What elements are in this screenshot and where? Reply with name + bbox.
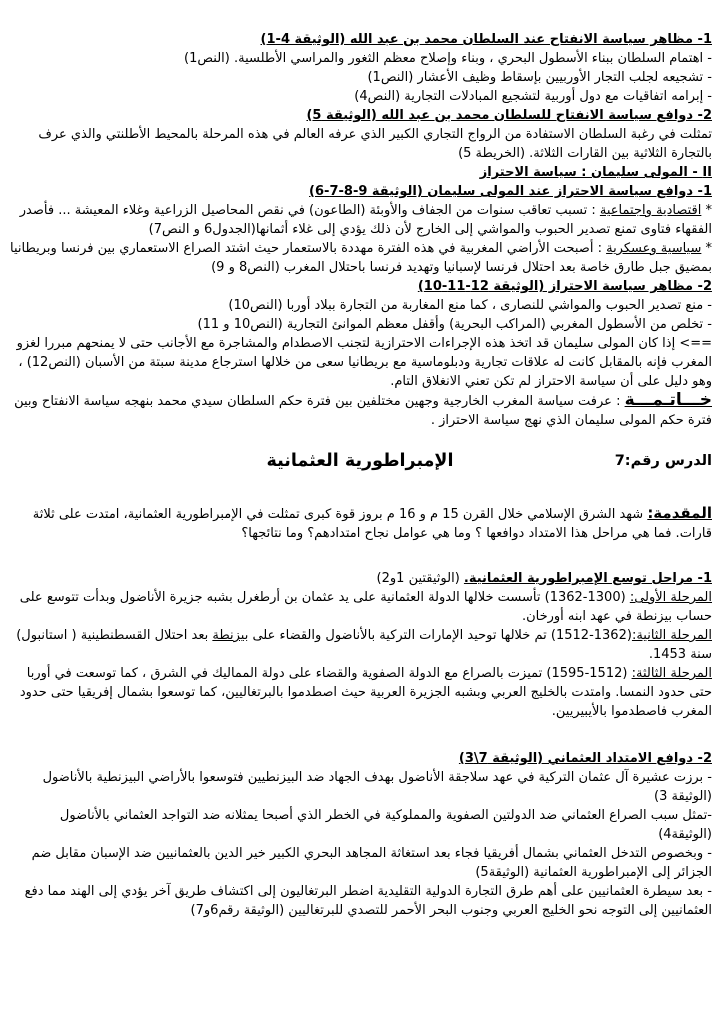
paragraph (8, 49, 712, 68)
body-text: المرحلة الثانية: (631, 628, 712, 643)
body-text: (1300-1362) تأسست خلالها الدولة العثمانية على يد عثمان بن أرطغرل بشبه جزيرة الأناضول وبدأت تتوسع على حساب بيزنطة في عهد ابنه أورخان. (19, 590, 712, 624)
paragraph (8, 125, 712, 163)
body-text: - إبرامه اتفاقيات مع دول أوربية لتشجيع المبادلات التجارية (النص4) (354, 89, 712, 104)
body-text: - برزت عشيرة آل عثمان التركية في عهد سلاجقة الأناضول بهدف الجهاد ضد البيزنطيين فتوسعوا بالأراضي البيزنطية بالأناضول (الوثيقة 3) (42, 770, 712, 804)
body-text: -تمثل سبب الصراع العثماني ضد الدولتين الصفوية والمملوكية في الخطر الذي أصبحا يمثلانه ضد التواجد العثماني بالأناضول (الوثيقة4) (59, 808, 712, 842)
body-text: اقتصادية واجتماعية (599, 203, 702, 218)
paragraph (8, 334, 712, 391)
heading-text: 1- مظاهر سياسة الانفتاح عند السلطان محمد بن عبد الله (الوثيقة 4-1) (260, 32, 712, 47)
body-text: (1362-1512) تم خلالها توحيد الإمارات التركية بالأناضول والقضاء على (248, 628, 632, 643)
paragraph (8, 626, 712, 664)
paragraph (8, 296, 712, 315)
body-text: : تسبب تعاقب سنوات من الجفاف والأوبئة (الطاعون) في نقص المحاصيل الزراعية وغلاء المعيشة ... فأصدر الفقهاء فتاوى تمنع تصدير الحبوب والمواشي إلى الخارج لأن ذلك يؤدي إلى غلاء أثمانها(الجدول6 و النص7) (19, 203, 712, 237)
body-text: بيزنطة (212, 628, 249, 643)
section-heading (8, 106, 712, 125)
lesson-number: الدرس رقم:7 (614, 453, 712, 469)
body-text: - تشجيعه لجلب التجار الأوربيين بإسقاط وظيف الأعشار (النص1) (367, 70, 712, 85)
body-text: - تخلص من الأسطول المغربي (المراكب البحرية) وأقفل معظم الموانئ التجارية (النص10 و 11) (197, 317, 712, 332)
body-text: سياسية وعسكرية (606, 241, 702, 256)
section-heading (8, 30, 712, 49)
heading-text: 1- مراحل توسع الإمبراطورية العثمانية. (463, 571, 712, 586)
heading-text: 2- دوافع سياسة الانفتاح للسلطان محمد بن عبد الله (الوثيقة 5) (306, 108, 712, 123)
paragraph (8, 87, 712, 106)
body-text: - اهتمام السلطان ببناء الأسطول البحري ، وبناء وإصلاح معظم الثغور والمراسي الأطلسية. (النص1) (184, 51, 712, 66)
body-text: تمثلت في رغبة السلطان الاستفادة من الرواج التجاري الكبير الذي عرفه العالم في هذه المرحلة بالمحيط الأطلنتي والذي عرف بالتجارة الثلاثية بين القارات الثلاثة. (الخريطة 5) (38, 127, 712, 161)
body-text: المرحلة الثالثة: (631, 666, 712, 681)
paragraph (8, 768, 712, 806)
body-text: بعد احتلال القسطنطينية ( استانبول) سنة 1453. (16, 628, 712, 662)
body-text: ==> إذا كان المولى سليمان قد اتخذ هذه الإجراءات الاحترازية لتجنب الاصطدام والمشاجرة مع الأجانب حتى لا يمنحهم مبررا لغزو المغرب فإنه بالمقابل كانت له علاقات تجارية ودبلوماسية مع بريطانيا سعى من خلالها استرجاع مدينة سبتة من الأسبان (النص12) ، وهو دليل على أن سياسة الاحتراز لم تكن تعني الانغلاق التام. (16, 336, 712, 389)
body-text: - بعد سيطرة العثمانيين على أهم طرق التجارة الدولية التقليدية اضطر البرتغاليون إلى اكتشاف طريق آخر يؤدي إلى الهند مما دفع العثمانيين إلى التوجه نحو الخليج العربي وجنوب البحر الأحمر للتصدي للبرتغاليين (الوثيقة رقم6و7) (24, 884, 712, 918)
heading-text: 2- مظاهر سياسة الاحتراز (الوثيقة 12-11-10) (417, 279, 712, 294)
body-text: (1512-1595) تميزت بالصراع مع الدولة الصفوية والقضاء على دولة المماليك في الشرق ، كما توسعت في أوربا حتى حدود النمسا. وامتدت بالخليج العربي وبشبه الجزيرة العربية حيث اصطدموا بالبرتغاليين، كما توسعوا بشمال إفريقيا حتى حدود المغرب فاصطدموا بالأيبيريين. (19, 666, 712, 719)
body-text: : عرفت سياسة المغرب الخارجية وجهين مختلفين بين فترة حكم السلطان سيدي محمد بنهجه سياسة الانفتاح وبين فترة حكم المولى سليمان الذي نهج سياسة الاحتراز . (14, 394, 712, 428)
paragraph (8, 504, 712, 543)
section-heading (8, 569, 712, 588)
heading-text: 2- دوافع الامتداد العثماني (الوثيقة 7\3) (458, 751, 712, 766)
body-text: * (701, 203, 712, 218)
lesson-title-row (8, 448, 712, 474)
paragraph (8, 806, 712, 844)
section-heading (8, 163, 712, 182)
body-text: - منع تصدير الحبوب والمواشي للنصارى ، كما منع المغاربة من التجارة ببلاد أوربا (النص10) (228, 298, 712, 313)
body-text: : أصبحت الأراضي المغربية في هذه الفترة مهددة بالاستعمار حيث اشتد الصراع الاستعماري بين فرنسا وبريطانيا بمضيق جبل طارق خاصة بعد احتلال فرنسا لإسبانيا وتهديد فرنسا باحتلال المغرب (النص8 و 9) (10, 241, 712, 275)
paragraph (8, 239, 712, 277)
body-text: خـــاتـمـــة (624, 390, 712, 410)
paragraph (8, 882, 712, 920)
heading-text: (الوثيقتين 1و2) (376, 571, 464, 586)
paragraph (8, 391, 712, 430)
paragraph (8, 844, 712, 882)
paragraph (8, 664, 712, 721)
body-text: - وبخصوص التدخل العثماني بشمال أفريقيا فجاء بعد استغاثة المجاهد البحري الكبير خير الدين بالعثمانيين ضد الإسبان مقابل ضم الجزائر إلى الإمبراطورية العثمانية (الوثيقة5) (31, 846, 712, 880)
lesson-title: الإمبراطورية العثمانية (266, 451, 454, 471)
paragraph (8, 201, 712, 239)
section-heading (8, 277, 712, 296)
section-heading (8, 182, 712, 201)
body-text: شهد الشرق الإسلامي خلال القرن 15 م و 16 م بروز قوة كبرى تمثلت في الإمبراطورية العثمانية، امتدت على ثلاثة قارات. فما هي مراحل هذا الامتداد دوافعها ؟ وما هي عوامل نجاح امتدادهم؟ وما نتائجها؟ (32, 507, 712, 541)
body-text: المقدمة: (647, 504, 712, 522)
body-text: المرحلة الأولى: (629, 590, 712, 605)
heading-text: 1- دوافع سياسة الاحتراز عند المولى سليمان (الوثيقة 9-8-7-6) (309, 184, 712, 199)
body-text: * (701, 241, 712, 256)
section-heading (8, 749, 712, 768)
heading-text: II - المولى سليمان : سياسة الاحتراز (479, 165, 712, 180)
paragraph (8, 68, 712, 87)
paragraph (8, 315, 712, 334)
paragraph (8, 588, 712, 626)
